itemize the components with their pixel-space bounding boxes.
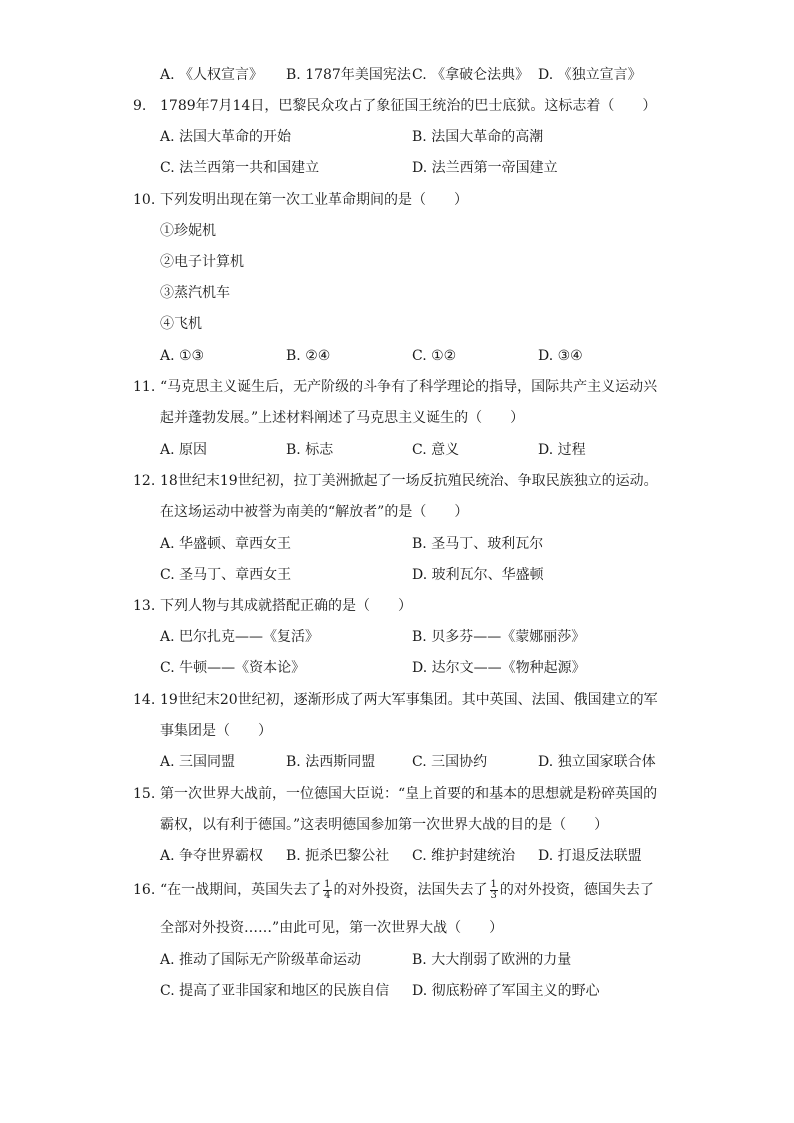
question-number: 15. [133, 786, 156, 802]
option-b: B. 法国大革命的高潮 [412, 129, 544, 145]
option-c: C. 意义 [412, 442, 460, 458]
question-stem-line-2: 在这场运动中被誉为南美的“解放者”的是（ ） [160, 504, 469, 520]
option-d: D. ③④ [538, 348, 583, 364]
option-a: A. 华盛顿、章西女王 [160, 536, 292, 552]
question-stem: 下列人物与其成就搭配正确的是（ ） [160, 598, 412, 614]
question-stem-line-1: 第一次世界大战前，一位德国大臣说：“皇上首要的和基本的思想就是粉碎英国的 [160, 786, 658, 802]
option-a: A. 争夺世界霸权 [160, 848, 264, 864]
question-number: 9. [133, 98, 147, 114]
stem-text: 的对外投资，德国失去了 [499, 882, 654, 898]
option-d: D. 玻利瓦尔、华盛顿 [412, 567, 544, 583]
stem-text: “在一战期间，英国失去了 [160, 882, 322, 898]
question-number: 12. [133, 473, 156, 489]
question-number: 11. [133, 379, 156, 395]
question-stem-line-2: 事集团是（ ） [160, 723, 272, 739]
option-b: B. 扼杀巴黎公社 [286, 848, 390, 864]
option-d: D. 《独立宣言》 [538, 67, 642, 83]
question-stem-line-2: 全部对外投资……”由此可见，第一次世界大战（ ） [160, 920, 504, 936]
question-stem-line-1 [160, 873, 654, 907]
option-b: B. 法西斯同盟 [286, 754, 376, 770]
question-number: 14. [133, 692, 156, 708]
option-a: A. ①③ [160, 348, 205, 364]
option-c: C. 三国协约 [412, 754, 488, 770]
option-a: A. 推动了国际无产阶级革命运动 [160, 952, 362, 968]
option-c: C. 法兰西第一共和国建立 [160, 160, 320, 176]
option-b: B. 贝多芬——《蒙娜丽莎》 [412, 629, 586, 645]
question-stem: 下列发明出现在第一次工业革命期间的是（ ） [160, 192, 468, 208]
list-item: ④飞机 [160, 316, 202, 332]
list-item: ③蒸汽机车 [160, 285, 230, 301]
option-c: C. 维护封建统治 [412, 848, 516, 864]
option-d: D. 过程 [538, 442, 586, 458]
option-b: B. 大大削弱了欧洲的力量 [412, 952, 572, 968]
option-c: C. ①② [412, 348, 457, 364]
option-b: B. 1787年美国宪法 [286, 67, 411, 83]
option-a: A. 三国同盟 [160, 754, 236, 770]
question-stem-line-2: 起并蓬勃发展。”上述材料阐述了马克思主义诞生的（ ） [160, 410, 525, 426]
option-c: C. 《拿破仑法典》 [412, 67, 530, 83]
option-d: D. 彻底粉碎了军国主义的野心 [412, 983, 600, 999]
question-stem-line-2: 霸权，以有利于德国。”这表明德国参加第一次世界大战的目的是（ ） [160, 817, 609, 833]
fraction-one-third: $\frac{1}{3}$ [490, 878, 497, 901]
option-d: D. 独立国家联合体 [538, 754, 656, 770]
question-number: 13. [133, 598, 156, 614]
option-b: B. 标志 [286, 442, 334, 458]
option-c: C. 提高了亚非国家和地区的民族自信 [160, 983, 390, 999]
question-stem: 1789年7月14日，巴黎民众攻占了象征国王统治的巴士底狱。这标志着（ ） [160, 98, 657, 114]
list-item: ①珍妮机 [160, 223, 216, 239]
option-d: D. 达尔文——《物种起源》 [412, 660, 586, 676]
option-b: B. 圣马丁、玻利瓦尔 [412, 536, 544, 552]
option-a: A. 《人权宣言》 [160, 67, 264, 83]
option-a: A. 原因 [160, 442, 208, 458]
option-d: D. 打退反法联盟 [538, 848, 642, 864]
question-stem-line-1: 18世纪末19世纪初，拉丁美洲掀起了一场反抗殖民统治、争取民族独立的运动。 [160, 473, 658, 489]
list-item: ②电子计算机 [160, 254, 244, 270]
question-stem-line-1: “马克思主义诞生后，无产阶级的斗争有了科学理论的指导，国际共产主义运动兴 [160, 379, 658, 395]
option-a: A. 巴尔扎克——《复活》 [160, 629, 320, 645]
option-b: B. ②④ [286, 348, 331, 364]
question-number: 16. [133, 882, 156, 898]
option-a: A. 法国大革命的开始 [160, 129, 292, 145]
option-c: C. 牛顿——《资本论》 [160, 660, 306, 676]
option-c: C. 圣马丁、章西女王 [160, 567, 292, 583]
fraction-one-quarter: $\frac{1}{4}$ [324, 878, 331, 901]
stem-text: 的对外投资，法国失去了 [333, 882, 488, 898]
question-number: 10. [133, 192, 156, 208]
option-d: D. 法兰西第一帝国建立 [412, 160, 558, 176]
question-stem-line-1: 19世纪末20世纪初，逐渐形成了两大军事集团。其中英国、法国、俄国建立的军 [160, 692, 658, 708]
